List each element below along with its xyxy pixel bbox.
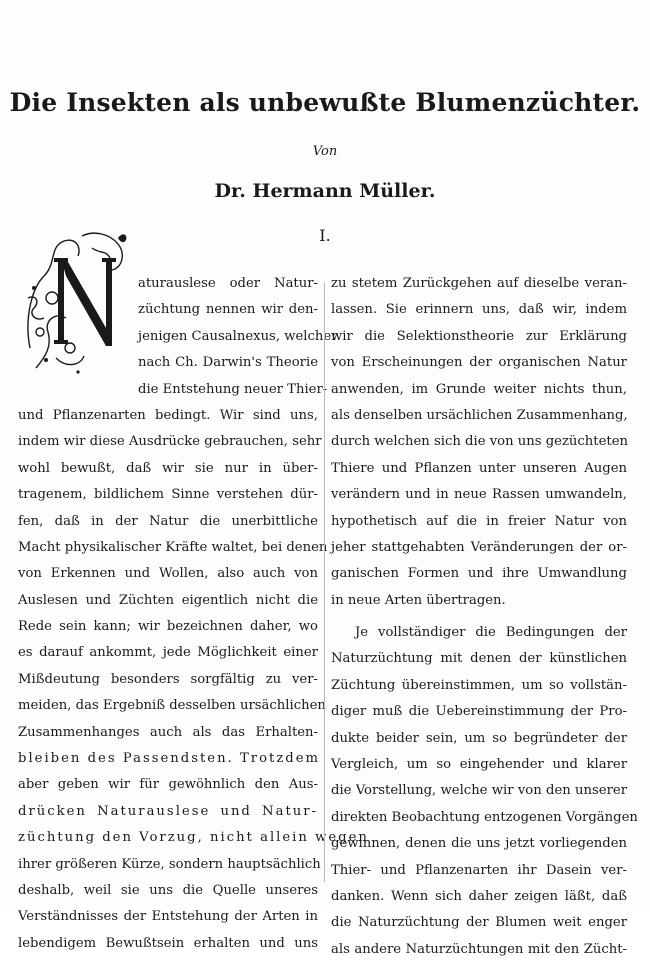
text-line: lassen. Sie erinnern uns, daß wir, indem	[331, 302, 627, 318]
text-line: Zusammenhanges auch als das Erhalten-	[18, 724, 318, 740]
text-line: ihrer größeren Kürze, sondern hauptsächlich	[18, 856, 321, 872]
text-line: meiden, das Ergebniß desselben ursächlichen	[18, 698, 326, 714]
right-column	[331, 271, 638, 963]
text-line: Naturzüchtung mit denen der künstlichen	[331, 651, 627, 667]
text-line: Thier- und Pflanzenarten ihr Dasein ver-	[331, 862, 627, 878]
text-line: Rede sein kann; wir bezeichnen daher, wo	[18, 619, 318, 635]
text-line: jenigen Causalnexus, welcher	[138, 328, 338, 344]
text-line: bleiben des Passendsten. Trotzdem	[18, 751, 321, 767]
text-line: nach Ch. Darwin's Theorie	[138, 355, 318, 371]
text-line: ganischen Formen und ihre Umwandlung	[331, 566, 627, 582]
text-line: Verständnisses der Entstehung der Arten in	[18, 909, 318, 925]
text-line: wir die Selektionstheorie zur Erklärung	[331, 328, 627, 344]
text-line: direkten Beobachtung entzogenen Vorgängen	[331, 809, 638, 825]
text-line: es darauf ankommt, jede Möglichkeit einer	[18, 645, 318, 661]
text-line: fen, daß in der Natur die unerbittliche	[18, 513, 318, 529]
text-line: durch welchen sich die von uns gezüchteten	[331, 434, 628, 450]
text-line: aber geben wir für gewöhnlich den Aus-	[18, 777, 318, 793]
text-line: drücken Naturauslese und Natur-	[18, 803, 318, 819]
text-line: lebendigem Bewußtsein erhalten und uns	[18, 935, 318, 951]
author-name: Dr. Hermann Müller.	[214, 180, 436, 202]
text-line: von Erscheinungen der organischen Natur	[331, 355, 627, 371]
text-line: Thiere und Pflanzen unter unseren Augen	[331, 460, 627, 476]
left-column	[18, 271, 369, 957]
text-line: dukte beider sein, um so begründeter der	[331, 730, 627, 746]
text-line: diger muß die Uebereinstimmung der Pro-	[331, 704, 627, 720]
text-line: verändern und in neue Rassen umwandeln,	[331, 487, 627, 503]
text-line: und Pflanzenarten bedingt. Wir sind uns,	[18, 407, 318, 423]
text-line: tragenem, bildlichem Sinne verstehen dür-	[18, 487, 318, 503]
text-line: Macht physikalischer Kräfte waltet, bei denen	[18, 539, 328, 555]
article-title: Die Insekten als unbewußte Blumenzüchter.	[9, 88, 641, 117]
column-divider	[324, 282, 325, 882]
text-line: die Naturzüchtung der Blumen weit enger	[331, 915, 627, 931]
text-line: jeher stattgehabten Veränderungen der or-	[331, 539, 627, 555]
text-line: zu stetem Zurückgehen auf dieselbe veran-	[331, 276, 627, 291]
text-line: anwenden, im Grunde weiter nichts thun,	[331, 381, 627, 397]
text-line: als denselben ursächlichen Zusammenhang,	[331, 407, 628, 423]
text-line: hypothetisch auf die in freier Natur von	[331, 513, 627, 529]
text-line: züchtung nennen wir den-	[138, 302, 318, 318]
text-line: deshalb, weil sie uns die Quelle unseres	[18, 882, 318, 898]
text-line: gewinnen, denen die uns jetzt vorliegenden	[331, 836, 627, 852]
text-line: indem wir diese Ausdrücke gebrauchen, sehr	[18, 434, 322, 450]
text-line: die Entstehung neuer Thier-	[138, 381, 328, 397]
section-number: I.	[319, 226, 331, 245]
text-line: Vergleich, um so eingehender und klarer	[331, 757, 627, 773]
text-line: Züchtung übereinstimmen, um so vollstän-	[331, 677, 627, 693]
text-line: wohl bewußt, daß wir sie nur in über-	[18, 460, 318, 476]
text-line: danken. Wenn sich daher zeigen läßt, daß	[331, 888, 627, 904]
text-line: züchtung den Vorzug, nicht allein wegen	[18, 830, 369, 846]
dropcap-letter: N	[22, 228, 23, 229]
byline: Von	[312, 144, 338, 159]
text-line: in neue Arten übertragen.	[331, 592, 506, 608]
text-line: die Vorstellung, welche wir von den unserer	[331, 783, 627, 799]
text-line: aturauslese oder Natur-	[138, 276, 318, 291]
text-line: Je vollständiger die Bedingungen der	[355, 625, 627, 641]
text-line: als andere Naturzüchtungen mit den Zücht-	[331, 941, 627, 957]
text-line: Auslesen und Züchten eigentlich nicht die	[18, 592, 318, 608]
text-line: Mißdeutung besonders sorgfältig zu ver-	[18, 671, 318, 687]
text-line: von Erkennen und Wollen, also auch von	[18, 566, 318, 582]
